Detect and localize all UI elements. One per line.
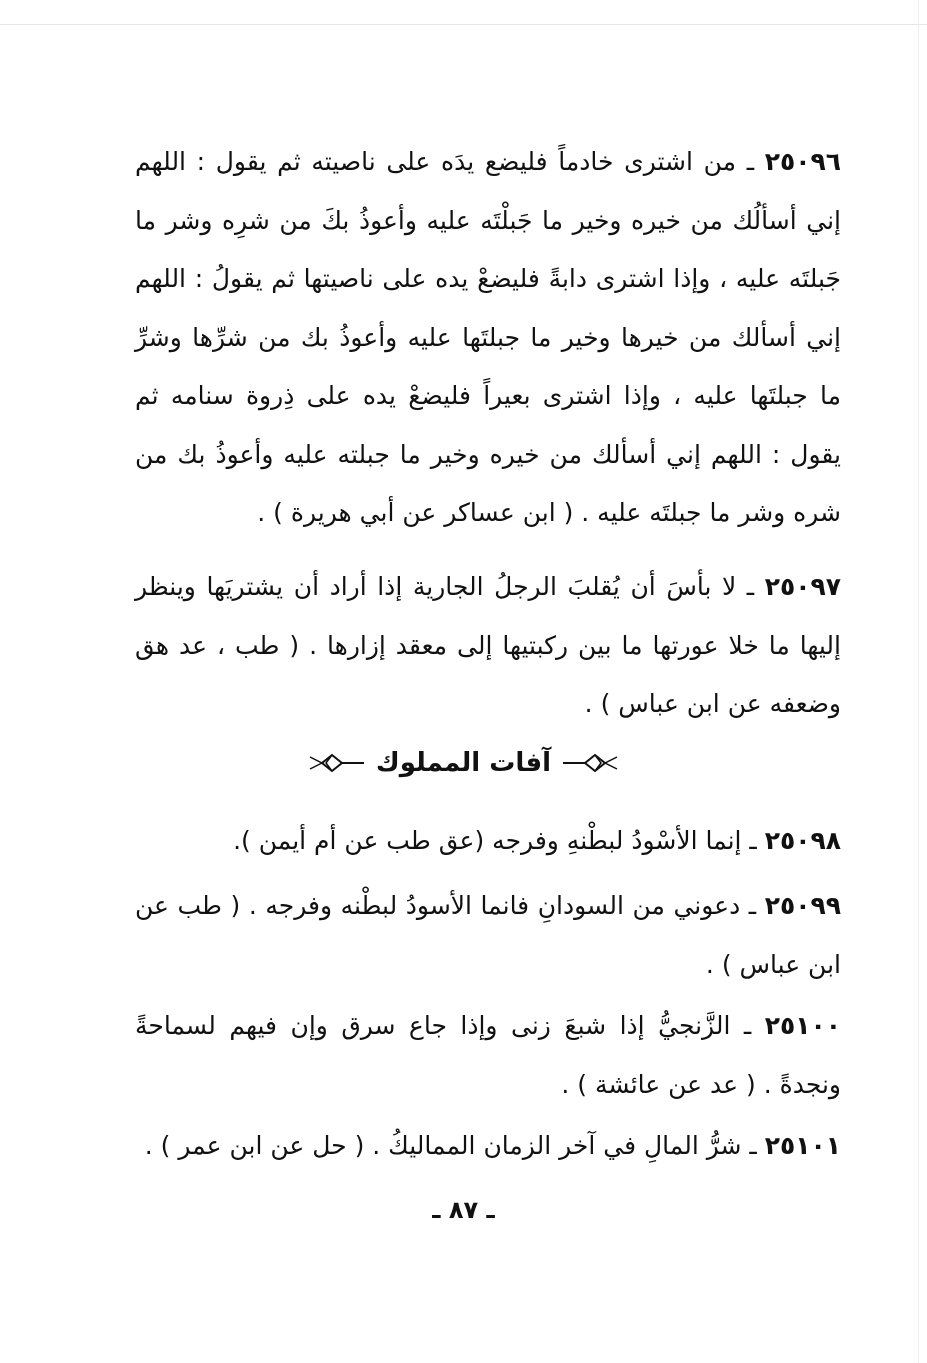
entry-text: ـ الزَّنجيُّ إذا شبعَ زنى وإذا جاع سرق وإن فيهم لسماحةً ونجدةً . ( عد عن عائشة ) . bbox=[135, 1011, 841, 1099]
scan-border-right bbox=[918, 0, 919, 1363]
hadith-entry-25101 bbox=[135, 1117, 841, 1176]
entry-number: ٢٥١٠١ bbox=[764, 1131, 841, 1160]
ornament-left-icon bbox=[308, 751, 366, 775]
page-number: ـ ٨٧ ـ bbox=[432, 1196, 495, 1224]
ornament-right-icon bbox=[561, 751, 619, 775]
hadith-entry-25097 bbox=[135, 558, 841, 734]
scan-border-top bbox=[0, 24, 927, 25]
entry-text: ـ دعوني من السودانِ فانما الأسودُ لبطْنه وفرجه . ( طب عن ابن عباس ) . bbox=[135, 891, 841, 979]
section-heading bbox=[0, 738, 927, 788]
entry-text: ـ من اشترى خادماً فليضع يدَه على ناصيته ثم يقول : اللهم إني أسألُك من خيره وخير ما جَبلْتَه عليه وأعوذُ بكَ من شرِه وشر ما جَبلتَه عليه ، وإذا اشترى دابةً فليضعْ يده على ناصيتها ثم يقولُ : اللهم إني أسألك من خيرها وخير ما جبلتَها عليه وأعوذُ بك من شرِّها وشرِّ ما جبلتَها عليه ، وإذا اشترى بعيراً فليضعْ يده على ذِروة سنامه ثم يقول : اللهم إني أسألك من خيره وخير ما جبلته عليه وأعوذُ بك من شره وشر ما جبلتَه عليه . ( ابن عساكر عن أبي هريرة ) . bbox=[135, 147, 841, 527]
entry-number: ٢٥٠٩٦ bbox=[764, 147, 841, 176]
entry-number: ٢٥٠٩٨ bbox=[764, 826, 841, 855]
entry-text: ـ شرُّ المالِ في آخر الزمان المماليكُ . ( حل عن ابن عمر ) . bbox=[144, 1131, 757, 1160]
hadith-entry-25096 bbox=[135, 133, 841, 543]
hadith-entry-25100 bbox=[135, 997, 841, 1114]
entry-number: ٢٥١٠٠ bbox=[764, 1011, 841, 1040]
entry-number: ٢٥٠٩٩ bbox=[764, 891, 841, 920]
hadith-entry-25099 bbox=[135, 877, 841, 994]
section-title: آفات المملوك bbox=[375, 748, 552, 778]
entry-number: ٢٥٠٩٧ bbox=[764, 572, 841, 601]
hadith-entry-25098 bbox=[135, 812, 841, 871]
entry-text: ـ إنما الأسْودُ لبطْنهِ وفرجه (عق طب عن أم أيمن ). bbox=[233, 826, 757, 855]
entry-text: ـ لا بأسَ أن يُقلبَ الرجلُ الجارية إذا أراد أن يشتريَها وينظر إليها ما خلا عورتها ما بين ركبتيها إلى معقد إزارها . ( طب ، عد هق وضعفه عن ابن عباس ) . bbox=[135, 572, 841, 718]
